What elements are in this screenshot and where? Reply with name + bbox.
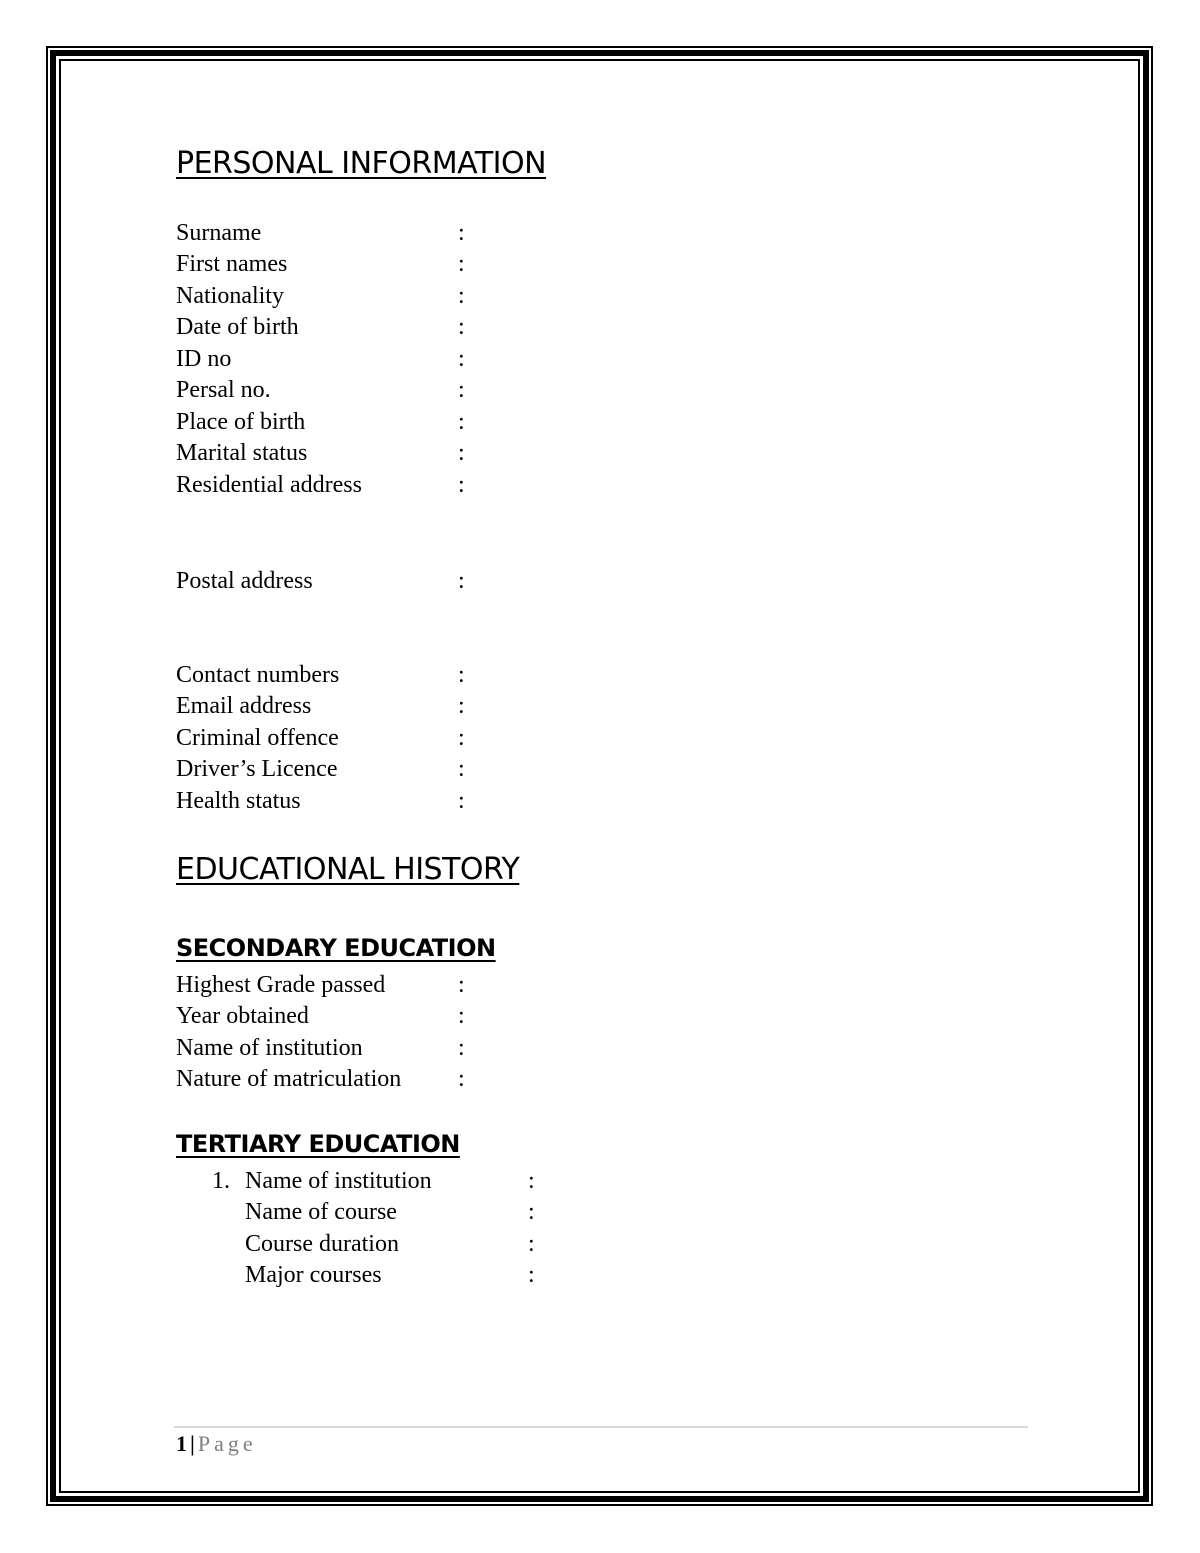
field-colon: : [528,1231,535,1257]
field-label: Name of course [245,1199,397,1225]
field-colon: : [458,472,465,498]
field-colon: : [458,788,465,814]
field-colon: : [458,756,465,782]
field-label: Marital status [176,440,308,466]
field-label: Health status [176,788,301,814]
field-label: Email address [176,693,312,719]
personal-information-heading: PERSONAL INFORMATION [176,146,547,181]
field-colon: : [458,1066,465,1092]
field-label: Nationality [176,283,284,309]
field-label: Highest Grade passed [176,972,386,998]
field-label: Contact numbers [176,662,340,688]
field-colon: : [458,346,465,372]
page-footer [176,1431,257,1457]
field-label: Persal no. [176,377,271,403]
field-label: Date of birth [176,314,299,340]
field-colon: : [458,377,465,403]
field-colon: : [458,314,465,340]
educational-history-heading: EDUCATIONAL HISTORY [176,852,520,887]
field-colon: : [458,440,465,466]
footer-divider [174,1426,1028,1428]
field-colon: : [458,568,465,594]
field-colon: : [458,662,465,688]
field-colon: : [458,1035,465,1061]
secondary-education-heading: SECONDARY EDUCATION [176,934,496,962]
field-colon: : [458,972,465,998]
field-label: ID no [176,346,232,372]
field-label: Name of institution [245,1168,432,1194]
field-colon: : [458,251,465,277]
field-label: Surname [176,220,262,246]
tertiary-education-heading: TERTIARY EDUCATION [176,1130,460,1158]
field-colon: : [458,1003,465,1029]
field-label: First names [176,251,288,277]
field-label: Criminal offence [176,725,339,751]
page-number: 1 [176,1431,187,1456]
field-colon: : [458,409,465,435]
footer-separator: | [190,1431,195,1456]
field-colon: : [528,1262,535,1288]
field-label: Nature of matriculation [176,1066,402,1092]
field-label: Name of institution [176,1035,363,1061]
list-item-number: 1. [212,1168,230,1194]
field-colon: : [528,1168,535,1194]
field-label: Residential address [176,472,362,498]
field-label: Driver’s Licence [176,756,338,782]
page-label: Page [197,1431,257,1456]
field-colon: : [458,693,465,719]
field-colon: : [458,725,465,751]
field-label: Major courses [245,1262,382,1288]
field-label: Year obtained [176,1003,309,1029]
field-label: Place of birth [176,409,306,435]
field-colon: : [528,1199,535,1225]
field-label: Postal address [176,568,313,594]
field-label: Course duration [245,1231,399,1257]
field-colon: : [458,283,465,309]
field-colon: : [458,220,465,246]
